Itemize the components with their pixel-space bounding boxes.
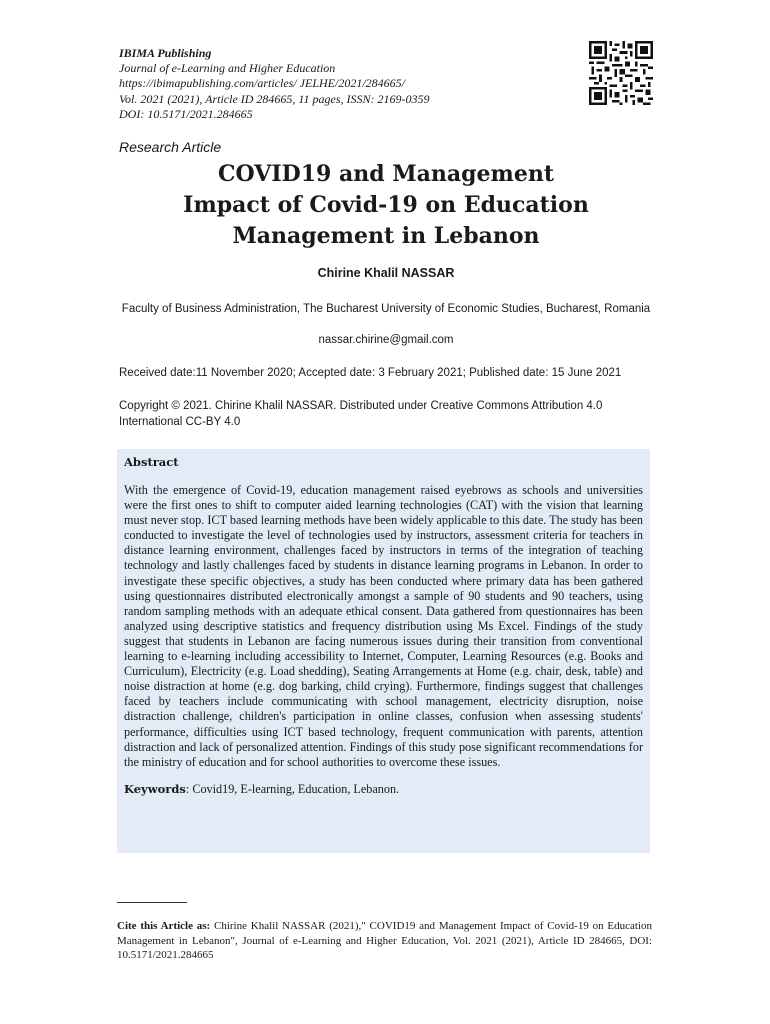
publication-header	[119, 46, 539, 122]
keywords	[124, 782, 643, 797]
title-line-2: Impact of Covid-19 on Education	[183, 192, 589, 218]
keywords-label: Keywords	[124, 781, 186, 796]
article-type: Research Article	[119, 139, 222, 155]
citation-footer	[117, 919, 652, 963]
page-title	[120, 159, 652, 252]
keywords-list: : Covid19, E-learning, Education, Lebanon.	[185, 781, 400, 796]
citation-label: Cite this Article as:	[117, 920, 211, 932]
abstract-section	[117, 449, 650, 853]
citation-text: Chirine Khalil NASSAR (2021)," COVID19 and Management Impact of Covid-19 on Education Management in Lebanon", Journal of e-Learning and Higher Education, Vol. 2021 (2021), Article ID 284665, DOI: 10.5171/2021.284665	[117, 920, 652, 962]
author-name: Chirine Khalil NASSAR	[317, 266, 455, 280]
qr-code-icon	[589, 41, 653, 105]
doi: DOI: 10.5171/2021.284665	[119, 106, 253, 121]
author-affiliation: Faculty of Business Administration, The Bucharest University of Economic Studies, Bucharest, Romania	[121, 303, 651, 315]
volume-info: Vol. 2021 (2021), Article ID 284665, 11 pages, ISSN: 2169-0359	[119, 91, 430, 106]
abstract-text: With the emergence of Covid-19, education management raised eyebrows as schools and universities were the first ones to shift to computer aided learning technologies (CAT) with the vision that learning must never stop. ICT based learning methods have been widely applicable to this date. The study has been conducted to investigate the level of technologies used by instructors, assessment criteria for teachers in distance learning environment, challenges faced by instructors in terms of the integration of teaching technology and lastly challenges faced by students in distance learning programs in Lebanon. In order to investigate these specific objectives, a study has been conducted where primary data has been gathered using questionnaires distributed electronically amongst a sample of 90 students and 90 teachers, using random sampling methods with an adequate ethical consent. Data gathered from questionnaires has been analyzed using descriptive statistics and frequency distribution using Ms Excel. Findings of the study suggest that students in Lebanon are facing numerous issues during their transition from conventional learning to e-learning including accessibility to Internet, Computer, Learning Resources (e.g. Books and Curriculum), Electricity (e.g. Load shedding), Seating Arrangements at Home (e.g. chair, desk, table) and noise distraction at home (e.g. dog barking, child crying). Furthermore, findings suggest that challenges faced by teachers include communicating with school management, electricity disruption, noise distraction challenge, children's participation in online classes, confusion when assessing students' performance, difficulties using ICT based technology, frequent communication with parents, attention distraction and lack of personalized attention. Findings of this study pose significant recommendations for the ministry of education and for school authorities to overcome these issues.	[124, 483, 643, 769]
abstract-heading: Abstract	[124, 455, 179, 469]
author-email[interactable]: nassar.chirine@gmail.com	[318, 334, 454, 346]
journal-name: Journal of e-Learning and Higher Education	[119, 61, 336, 76]
title-line-3: Management in Lebanon	[232, 223, 540, 249]
publication-dates: Received date:11 November 2020; Accepted date: 3 February 2021; Published date: 15 June 2021	[119, 367, 622, 379]
publisher-name: IBIMA Publishing	[119, 46, 212, 60]
article-url[interactable]: https://ibimapublishing.com/articles/ JELHE/2021/284665/	[119, 76, 405, 91]
title-line-1: COVID19 and Management	[218, 161, 554, 187]
copyright-notice: Copyright © 2021. Chirine Khalil NASSAR. Distributed under Creative Commons Attribution 4.0 International CC-BY 4.0	[119, 400, 603, 428]
footnote-divider	[117, 902, 187, 903]
